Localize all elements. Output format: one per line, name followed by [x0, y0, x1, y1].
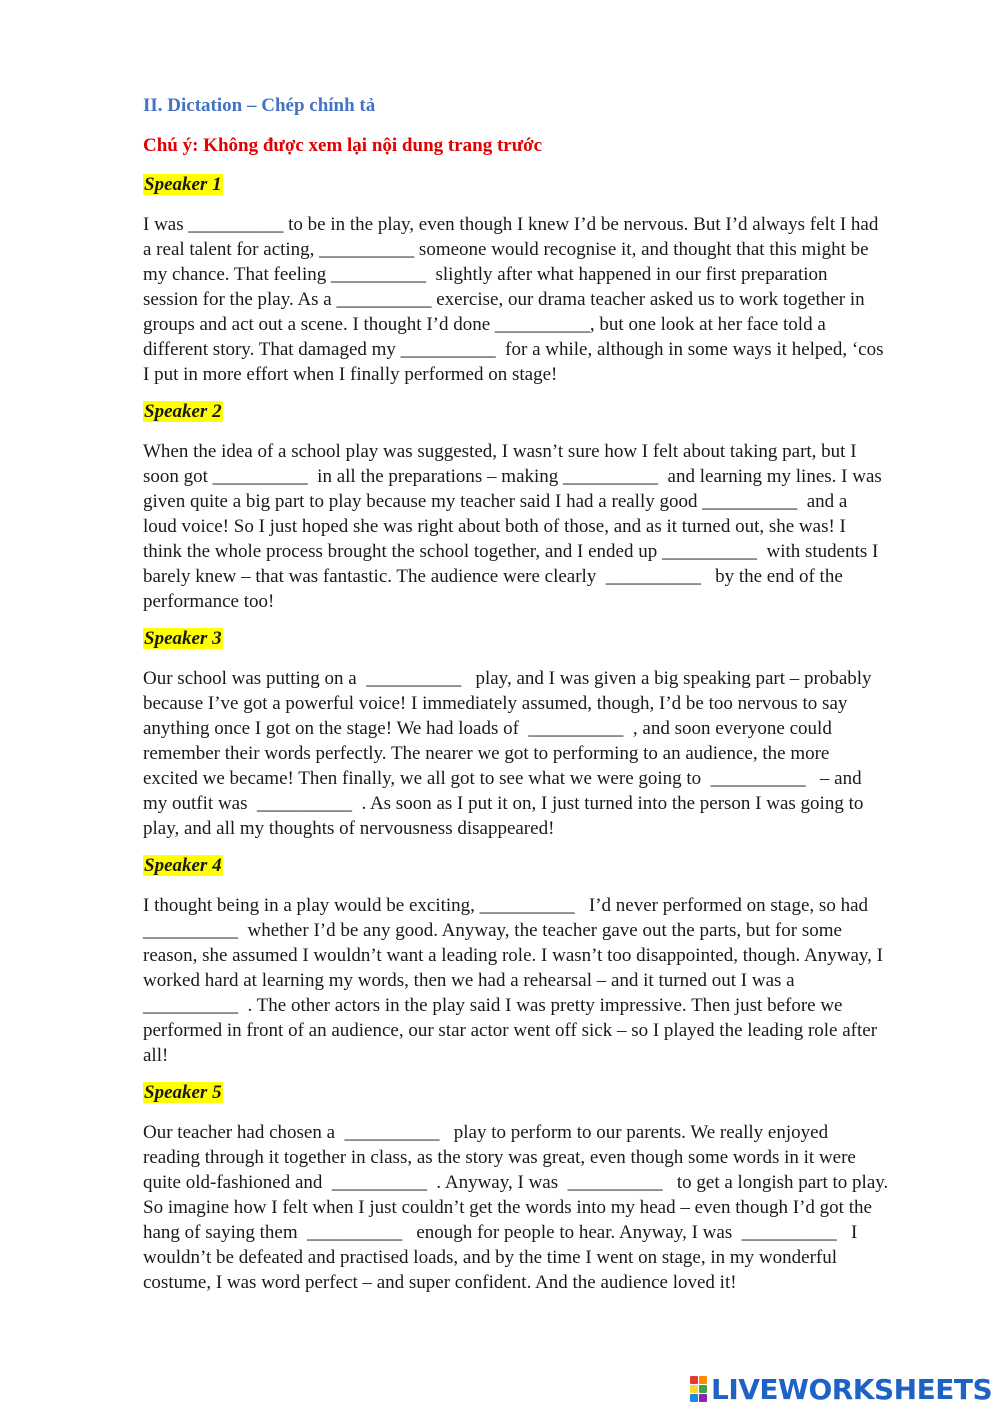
speaker-block-4: [143, 854, 943, 1068]
logo-square: [690, 1394, 698, 1402]
text-line: soon got __________ in all the preparations – making __________ and learning my lines. I was: [143, 466, 882, 487]
text-line: I put in more effort when I finally performed on stage!: [143, 364, 558, 385]
text-line: worked hard at learning my words, then we had a rehearsal – and it turned out I was a: [143, 970, 795, 991]
text-line: quite old-fashioned and __________ . Anyway, I was __________ to get a longish part to play.: [143, 1172, 889, 1193]
speaker-heading: [143, 173, 943, 198]
text-line: different story. That damaged my __________ for a while, although in some ways it helped, ‘cos: [143, 339, 884, 360]
text-line: wouldn’t be defeated and practised loads, and by the time I went on stage, in my wonderful: [143, 1247, 838, 1268]
text-line: When the idea of a school play was suggested, I wasn’t sure how I felt about taking part, but I: [143, 441, 857, 462]
text-line: a real talent for acting, __________ someone would recognise it, and thought that this might be: [143, 239, 869, 260]
text-line: excited we became! Then finally, we all got to see what we were going to __________ – and: [143, 768, 862, 789]
dictation-paragraph: [143, 1120, 943, 1295]
logo-grid-icon: [690, 1376, 707, 1402]
text-line: reading through it together in class, as the story was great, even though some words in it were: [143, 1147, 856, 1168]
text-line: __________ . The other actors in the play said I was pretty impressive. Then just before we: [143, 995, 843, 1016]
speaker-block-2: [143, 400, 943, 614]
text-line: play, and all my thoughts of nervousness disappeared!: [143, 818, 555, 839]
speaker-label: Speaker 1: [144, 174, 222, 195]
text-line: hang of saying them __________ enough for people to hear. Anyway, I was __________ I: [143, 1222, 858, 1243]
text-line: reason, she assumed I wouldn’t want a leading role. I wasn’t too disappointed, though. Anyway, I: [143, 945, 883, 966]
text-line: groups and act out a scene. I thought I’d done __________, but one look at her face told a: [143, 314, 826, 335]
text-line: I thought being in a play would be exciting, __________ I’d never performed on stage, so had: [143, 895, 868, 916]
speaker-heading: [143, 1081, 943, 1106]
text-line: given quite a big part to play because my teacher said I had a really good __________ and a: [143, 491, 848, 512]
logo-square: [690, 1385, 698, 1393]
text-line: my outfit was __________ . As soon as I put it on, I just turned into the person I was going to: [143, 793, 864, 814]
text-line: my chance. That feeling __________ slightly after what happened in our first preparation: [143, 264, 828, 285]
text-line: anything once I got on the stage! We had loads of __________ , and soon everyone could: [143, 718, 832, 739]
dictation-paragraph: [143, 666, 943, 841]
liveworksheets-logo: [690, 1372, 992, 1406]
text-line: Our teacher had chosen a __________ play to perform to our parents. We really enjoyed: [143, 1122, 829, 1143]
speaker-label: Speaker 5: [144, 1082, 222, 1103]
logo-square: [699, 1376, 707, 1384]
logo-square: [699, 1394, 707, 1402]
logo-square: [690, 1376, 698, 1384]
text-line: all!: [143, 1045, 169, 1066]
speaker-block-5: [143, 1081, 943, 1295]
speaker-label: Speaker 3: [144, 628, 222, 649]
text-line: So imagine how I felt when I just couldn’t get the words into my head – even though I’d got the: [143, 1197, 872, 1218]
text-line: think the whole process brought the school together, and I ended up __________ with students I: [143, 541, 879, 562]
text-line: remember their words perfectly. The nearer we got to performing to an audience, the more: [143, 743, 830, 764]
logo-text: LIVEWORKSHEETS: [711, 1372, 993, 1406]
dictation-paragraph: [143, 439, 943, 614]
dictation-paragraph: [143, 893, 943, 1068]
text-line: costume, I was word perfect – and super confident. And the audience loved it!: [143, 1272, 737, 1293]
speaker-label: Speaker 4: [144, 855, 222, 876]
text-line: Our school was putting on a __________ play, and I was given a big speaking part – probably: [143, 668, 872, 689]
text-line: performed in front of an audience, our star actor went off sick – so I played the leading role after: [143, 1020, 878, 1041]
section-title: II. Dictation – Chép chính tả: [143, 95, 376, 116]
worksheet-page: [143, 94, 943, 1308]
text-line: __________ whether I’d be any good. Anyway, the teacher gave out the parts, but for some: [143, 920, 842, 941]
logo-square: [699, 1385, 707, 1393]
dictation-paragraph: [143, 212, 943, 387]
speaker-label: Speaker 2: [144, 401, 222, 422]
text-line: session for the play. As a __________ exercise, our drama teacher asked us to work together in: [143, 289, 865, 310]
text-line: barely knew – that was fantastic. The audience were clearly __________ by the end of the: [143, 566, 843, 587]
speaker-heading: [143, 854, 943, 879]
text-line: I was __________ to be in the play, even though I knew I’d be nervous. But I’d always felt I had: [143, 214, 879, 235]
speaker-block-3: [143, 627, 943, 841]
text-line: because I’ve got a powerful voice! I immediately assumed, though, I’d be too nervous to say: [143, 693, 848, 714]
speaker-heading: [143, 627, 943, 652]
speaker-block-1: [143, 173, 943, 387]
text-line: performance too!: [143, 591, 275, 612]
text-line: loud voice! So I just hoped she was right about both of those, and as it turned out, she was! I: [143, 516, 846, 537]
warning-note: Chú ý: Không được xem lại nội dung trang trước: [143, 135, 543, 156]
speaker-heading: [143, 400, 943, 425]
